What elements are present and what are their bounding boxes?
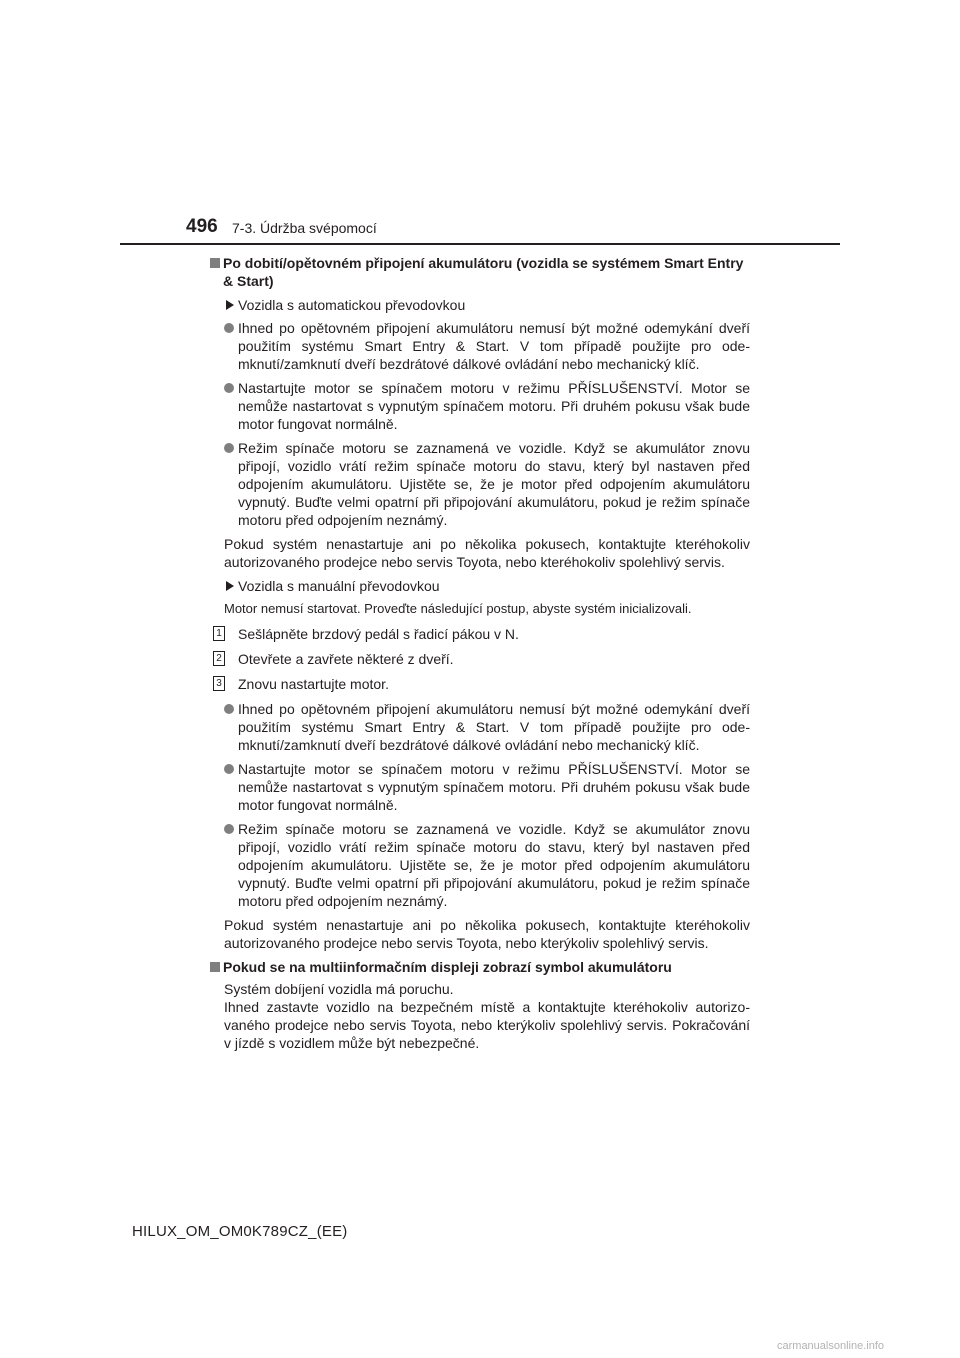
circle-bullet-icon xyxy=(224,704,234,714)
subheading-automatic: Vozidla s automatickou převodovkou xyxy=(210,296,750,314)
circle-bullet-icon xyxy=(224,824,234,834)
step-item: 2 Otevřete a zavřete některé z dveří. xyxy=(210,650,750,668)
subheading-manual: Vozidla s manuální převodovkou xyxy=(210,577,750,595)
square-bullet-icon xyxy=(210,962,220,972)
body-paragraph: Systém dobíjení vozidla má poruchu. xyxy=(224,981,454,997)
chapter-title: 7-3. Údržba svépomocí xyxy=(232,220,377,236)
page-number: 496 xyxy=(186,216,218,237)
step-item: 3 Znovu nastartujte motor. xyxy=(210,675,750,693)
circle-bullet-icon xyxy=(224,383,234,393)
section-title-battery-symbol: Pokud se na multiinformačním displeji zobrazí symbol akumulátoru xyxy=(210,958,750,976)
circle-bullet-icon xyxy=(224,323,234,333)
square-bullet-icon xyxy=(210,258,220,268)
list-item: Nastartujte motor se spínačem motoru v režimu PŘÍSLUŠENSTVÍ. Motor se nemůže nastartovat s vypnutým spínačem motoru. Při druhém pokusu však bude motor fungovat normálně. xyxy=(210,760,750,814)
document-code: HILUX_OM_OM0K789CZ_(EE) xyxy=(132,1223,348,1240)
list-item: Režim spínače motoru se zaznamená ve vozidle. Když se akumulátor znovu připojí, vozidlo vrátí režim spínače motoru do stavu, který byl nastaven před odpojením akumulátoru. Ujistěte se, že je motor před odpojením akumulátoru vypnutý. Buďte velmi opatrní při připojování akumulátoru, pokud je režim spínače motoru před odpojením neznámý. xyxy=(210,439,750,529)
page-header xyxy=(0,0,960,250)
circle-bullet-icon xyxy=(224,443,234,453)
step-number: 2 xyxy=(213,651,225,666)
watermark: carmanualsonline.info xyxy=(777,1340,885,1352)
step-number: 3 xyxy=(213,676,225,691)
body-paragraph: Ihned zastavte vozidlo na bezpečném místě a kontaktujte kteréhokoliv autorizovaného prodejce nebo servis Toyota, nebo kterýkoliv spolehlivý servis. Pokračování v jízdě s vozidlem může být nebezpečné. xyxy=(224,999,750,1051)
section-title-battery-reconnect: Po dobití/opětovném připojení akumulátoru (vozidla se systémem Smart Entry & Start) xyxy=(210,254,750,290)
triangle-arrow-icon xyxy=(226,300,234,310)
list-item: Ihned po opětovném připojení akumulátoru nemusí být možné odemykání dveří použitím systému Smart Entry & Start. V tom případě použijte pro odemknutí/zamknutí dveří bezdrátové dálkové ovládání nebo mechanický klíč. xyxy=(210,700,750,754)
list-item: Nastartujte motor se spínačem motoru v režimu PŘÍSLUŠENSTVÍ. Motor se nemůže nastartovat s vypnutým spínačem motoru. Při druhém pokusu však bude motor fungovat normálně. xyxy=(210,379,750,433)
header-rule xyxy=(120,243,840,245)
step-number: 1 xyxy=(213,626,225,641)
list-item: Ihned po opětovném připojení akumulátoru nemusí být možné odemykání dveří použitím systému Smart Entry & Start. V tom případě použijte pro odemknutí/zamknutí dveří bezdrátové dálkové ovládání nebo mechanický klíč. xyxy=(210,319,750,373)
list-item: Režim spínače motoru se zaznamená ve vozidle. Když se akumulátor znovu připojí, vozidlo vrátí režim spínače motoru do stavu, který byl nastaven před odpojením akumulátoru. Ujistěte se, že je motor před odpojením akumulátoru vypnutý. Buďte velmi opatrní při připojování akumulátoru, pokud je režim spínače motoru před odpojením neznámý. xyxy=(210,820,750,910)
step-item: 1 Sešlápněte brzdový pedál s řadicí pákou v N. xyxy=(210,625,750,643)
intro-paragraph: Motor nemusí startovat. Proveďte následující postup, abyste systém inicializovali. xyxy=(224,601,692,616)
page-content xyxy=(210,254,750,1052)
triangle-arrow-icon xyxy=(226,581,234,591)
note-paragraph: Pokud systém nenastartuje ani po několika pokusech, kontaktujte kteréhokoliv autorizovaného prodejce nebo servis Toyota, nebo kteréhokoliv spolehlivý servis. xyxy=(224,536,750,570)
circle-bullet-icon xyxy=(224,764,234,774)
note-paragraph: Pokud systém nenastartuje ani po několika pokusech, kontaktujte kteréhokoliv autorizovaného prodejce nebo servis Toyota, nebo kterýkoliv spolehlivý servis. xyxy=(224,917,750,951)
